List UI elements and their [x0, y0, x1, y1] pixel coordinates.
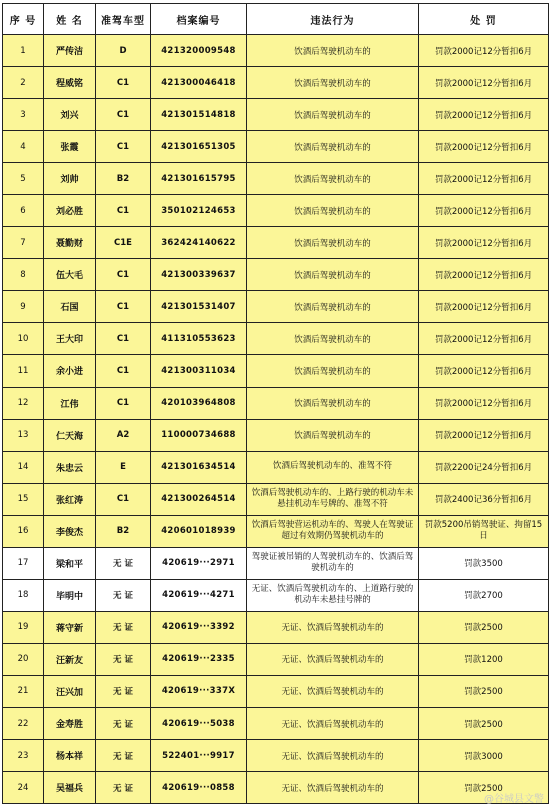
- offense-cell: 饮酒后驾驶机动车的: [247, 35, 419, 67]
- table-row: [3, 131, 549, 163]
- table-row: [3, 451, 549, 483]
- penalty-cell: 罚款2000记12分暂扣6月: [419, 195, 549, 227]
- table-row: [3, 547, 549, 579]
- penalty-cell: 罚款2500: [419, 611, 549, 643]
- penalty-cell: 罚款2000记12分暂扣6月: [419, 131, 549, 163]
- file-number-cell: 420619···3392: [151, 611, 247, 643]
- file-number-cell: 421301531407: [151, 291, 247, 323]
- offense-cell: 饮酒后驾驶机动车的: [247, 259, 419, 291]
- file-number-cell: 421301634514: [151, 451, 247, 483]
- penalty-cell: 罚款2000记12分暂扣6月: [419, 323, 549, 355]
- row-number-cell: 24: [3, 772, 44, 804]
- row-number-cell: 21: [3, 675, 44, 707]
- row-number-cell: 10: [3, 323, 44, 355]
- penalty-cell: 罚款1200: [419, 643, 549, 675]
- header-row: [3, 4, 549, 35]
- driver-name-cell: 王大印: [44, 323, 96, 355]
- offense-cell: 无证、饮酒后驾驶机动车的: [247, 611, 419, 643]
- table-row: [3, 772, 549, 804]
- penalty-cell: 罚款2000记12分暂扣6月: [419, 99, 549, 131]
- offense-cell: 无证、饮酒后驾驶机动车的: [247, 740, 419, 772]
- license-type-cell: 无 证: [96, 707, 151, 739]
- file-number-cell: 421300046418: [151, 67, 247, 99]
- driver-name-cell: 朱忠云: [44, 451, 96, 483]
- license-type-cell: 无 证: [96, 643, 151, 675]
- offense-cell: 饮酒后驾驶机动车的: [247, 355, 419, 387]
- license-type-cell: 无 证: [96, 611, 151, 643]
- license-type-cell: B2: [96, 515, 151, 547]
- file-number-cell: 421320009548: [151, 35, 247, 67]
- license-type-cell: E: [96, 451, 151, 483]
- penalty-cell: 罚款2000记12分暂扣6月: [419, 227, 549, 259]
- table-row: [3, 675, 549, 707]
- file-number-cell: 421300339637: [151, 259, 247, 291]
- driver-name-cell: 梁和平: [44, 547, 96, 579]
- row-number-cell: 9: [3, 291, 44, 323]
- table-row: [3, 387, 549, 419]
- driver-name-cell: 杨本祥: [44, 740, 96, 772]
- file-number-cell: 411310553623: [151, 323, 247, 355]
- file-number-cell: 420619···2971: [151, 547, 247, 579]
- penalty-cell: 罚款2000记12分暂扣6月: [419, 67, 549, 99]
- license-type-cell: C1: [96, 99, 151, 131]
- row-number-cell: 1: [3, 35, 44, 67]
- offense-cell: 无证、饮酒后驾驶机动车的: [247, 707, 419, 739]
- penalty-cell: 罚款2000记12分暂扣6月: [419, 419, 549, 451]
- offense-cell: 饮酒后驾驶机动车的: [247, 387, 419, 419]
- driver-name-cell: 石国: [44, 291, 96, 323]
- offense-cell: 饮酒后驾驶机动车的、上路行驶的机动车未悬挂机动车号牌的、准驾不符: [247, 483, 419, 515]
- file-number-cell: 522401···9917: [151, 740, 247, 772]
- license-type-cell: A2: [96, 419, 151, 451]
- file-number-cell: 420619···0858: [151, 772, 247, 804]
- driver-name-cell: 刘兴: [44, 99, 96, 131]
- driver-name-cell: 汪新友: [44, 643, 96, 675]
- row-number-cell: 13: [3, 419, 44, 451]
- table-row: [3, 611, 549, 643]
- file-number-cell: 420601018939: [151, 515, 247, 547]
- driver-name-cell: 张红涛: [44, 483, 96, 515]
- offense-cell: 无证、饮酒后驾驶机动车的: [247, 643, 419, 675]
- table-row: [3, 227, 549, 259]
- license-type-cell: C1: [96, 291, 151, 323]
- driver-name-cell: 伍大毛: [44, 259, 96, 291]
- offense-cell: 饮酒后驾驶机动车的: [247, 67, 419, 99]
- license-type-cell: C1: [96, 323, 151, 355]
- license-type-cell: 无 证: [96, 740, 151, 772]
- driver-name-cell: 仁天海: [44, 419, 96, 451]
- table-row: [3, 707, 549, 739]
- penalty-cell: 罚款3500: [419, 547, 549, 579]
- header-offense: 违法行为: [247, 4, 419, 35]
- penalty-cell: 罚款2500: [419, 772, 549, 804]
- header-license-type: 准驾车型: [96, 4, 151, 35]
- table-row: [3, 99, 549, 131]
- row-number-cell: 15: [3, 483, 44, 515]
- driver-name-cell: 张霞: [44, 131, 96, 163]
- offense-cell: 饮酒后驾驶机动车的: [247, 419, 419, 451]
- penalty-cell: 罚款2000记12分暂扣6月: [419, 35, 549, 67]
- file-number-cell: 362424140622: [151, 227, 247, 259]
- row-number-cell: 20: [3, 643, 44, 675]
- row-number-cell: 8: [3, 259, 44, 291]
- license-type-cell: B2: [96, 163, 151, 195]
- file-number-cell: 421301651305: [151, 131, 247, 163]
- file-number-cell: 420103964808: [151, 387, 247, 419]
- table-row: [3, 67, 549, 99]
- table-row: [3, 579, 549, 611]
- penalty-cell: 罚款2500: [419, 675, 549, 707]
- license-type-cell: C1: [96, 67, 151, 99]
- offense-cell: 驾驶证被吊销的人驾驶机动车的、饮酒后驾驶机动车的: [247, 547, 419, 579]
- row-number-cell: 7: [3, 227, 44, 259]
- file-number-cell: 420619···5038: [151, 707, 247, 739]
- table-body: [3, 35, 549, 804]
- table-row: [3, 35, 549, 67]
- license-type-cell: 无 证: [96, 547, 151, 579]
- table-row: [3, 163, 549, 195]
- row-number-cell: 18: [3, 579, 44, 611]
- license-type-cell: C1: [96, 195, 151, 227]
- row-number-cell: 2: [3, 67, 44, 99]
- driver-name-cell: 蒋守新: [44, 611, 96, 643]
- row-number-cell: 3: [3, 99, 44, 131]
- driver-name-cell: 刘帅: [44, 163, 96, 195]
- row-number-cell: 11: [3, 355, 44, 387]
- file-number-cell: 420619···4271: [151, 579, 247, 611]
- offense-cell: 饮酒后驾驶机动车的: [247, 323, 419, 355]
- driver-name-cell: 江伟: [44, 387, 96, 419]
- table-row: [3, 483, 549, 515]
- penalty-cell: 罚款2200记24分暂扣6月: [419, 451, 549, 483]
- license-type-cell: C1: [96, 483, 151, 515]
- license-type-cell: C1: [96, 355, 151, 387]
- header-no: 序 号: [3, 4, 44, 35]
- table-row: [3, 323, 549, 355]
- license-type-cell: C1: [96, 259, 151, 291]
- header-file-number: 档案编号: [151, 4, 247, 35]
- driver-name-cell: 李俊杰: [44, 515, 96, 547]
- license-type-cell: 无 证: [96, 675, 151, 707]
- file-number-cell: 420619···337X: [151, 675, 247, 707]
- offense-cell: 无证、饮酒后驾驶机动车的、上道路行驶的机动车未悬挂号牌的: [247, 579, 419, 611]
- file-number-cell: 420619···2335: [151, 643, 247, 675]
- row-number-cell: 14: [3, 451, 44, 483]
- table-row: [3, 740, 549, 772]
- row-number-cell: 6: [3, 195, 44, 227]
- driver-name-cell: 余小进: [44, 355, 96, 387]
- penalty-cell: 罚款3000: [419, 740, 549, 772]
- file-number-cell: 421301514818: [151, 99, 247, 131]
- offense-cell: 饮酒后驾驶机动车的、准驾不符: [247, 451, 419, 483]
- file-number-cell: 421300264514: [151, 483, 247, 515]
- license-type-cell: C1: [96, 131, 151, 163]
- penalty-cell: 罚款2500: [419, 707, 549, 739]
- offense-cell: 无证、饮酒后驾驶机动车的: [247, 675, 419, 707]
- offense-cell: 饮酒后驾驶营运机动车的、驾驶人在驾驶证超过有效期仍驾驶机动车的: [247, 515, 419, 547]
- penalty-cell: 罚款2000记12分暂扣6月: [419, 387, 549, 419]
- driver-name-cell: 刘必胜: [44, 195, 96, 227]
- license-type-cell: C1E: [96, 227, 151, 259]
- offense-cell: 饮酒后驾驶机动车的: [247, 131, 419, 163]
- table-row: [3, 291, 549, 323]
- row-number-cell: 23: [3, 740, 44, 772]
- offense-cell: 无证、饮酒后驾驶机动车的: [247, 772, 419, 804]
- table-row: [3, 195, 549, 227]
- driver-name-cell: 汪兴加: [44, 675, 96, 707]
- file-number-cell: 421301615795: [151, 163, 247, 195]
- penalty-cell: 罚款2000记12分暂扣6月: [419, 163, 549, 195]
- offense-cell: 饮酒后驾驶机动车的: [247, 195, 419, 227]
- file-number-cell: 350102124653: [151, 195, 247, 227]
- row-number-cell: 12: [3, 387, 44, 419]
- license-type-cell: 无 证: [96, 579, 151, 611]
- penalty-cell: 罚款5200吊销驾驶证、拘留15日: [419, 515, 549, 547]
- offense-cell: 饮酒后驾驶机动车的: [247, 163, 419, 195]
- table-row: [3, 355, 549, 387]
- offense-cell: 饮酒后驾驶机动车的: [247, 291, 419, 323]
- row-number-cell: 17: [3, 547, 44, 579]
- penalty-cell: 罚款2000记12分暂扣6月: [419, 355, 549, 387]
- row-number-cell: 5: [3, 163, 44, 195]
- watermark: @谷城县文警: [484, 794, 544, 805]
- file-number-cell: 421300311034: [151, 355, 247, 387]
- offense-cell: 饮酒后驾驶机动车的: [247, 227, 419, 259]
- header-name: 姓 名: [44, 4, 96, 35]
- penalty-cell: 罚款2000记12分暂扣6月: [419, 259, 549, 291]
- file-number-cell: 110000734688: [151, 419, 247, 451]
- offense-cell: 饮酒后驾驶机动车的: [247, 99, 419, 131]
- penalty-cell: 罚款2000记12分暂扣6月: [419, 291, 549, 323]
- row-number-cell: 22: [3, 707, 44, 739]
- license-type-cell: 无 证: [96, 772, 151, 804]
- row-number-cell: 4: [3, 131, 44, 163]
- driver-name-cell: 毕明中: [44, 579, 96, 611]
- license-type-cell: C1: [96, 387, 151, 419]
- penalty-cell: 罚款2700: [419, 579, 549, 611]
- driver-name-cell: 严传洁: [44, 35, 96, 67]
- driver-name-cell: 聂勤财: [44, 227, 96, 259]
- driver-name-cell: 程威铭: [44, 67, 96, 99]
- table-row: [3, 419, 549, 451]
- driver-name-cell: 吴福兵: [44, 772, 96, 804]
- table-row: [3, 259, 549, 291]
- driver-name-cell: 金寿胜: [44, 707, 96, 739]
- row-number-cell: 16: [3, 515, 44, 547]
- penalty-cell: 罚款2400记36分暂扣6月: [419, 483, 549, 515]
- header-penalty: 处 罚: [419, 4, 549, 35]
- table-row: [3, 643, 549, 675]
- row-number-cell: 19: [3, 611, 44, 643]
- license-type-cell: D: [96, 35, 151, 67]
- table-row: [3, 515, 549, 547]
- penalty-table: [2, 3, 549, 804]
